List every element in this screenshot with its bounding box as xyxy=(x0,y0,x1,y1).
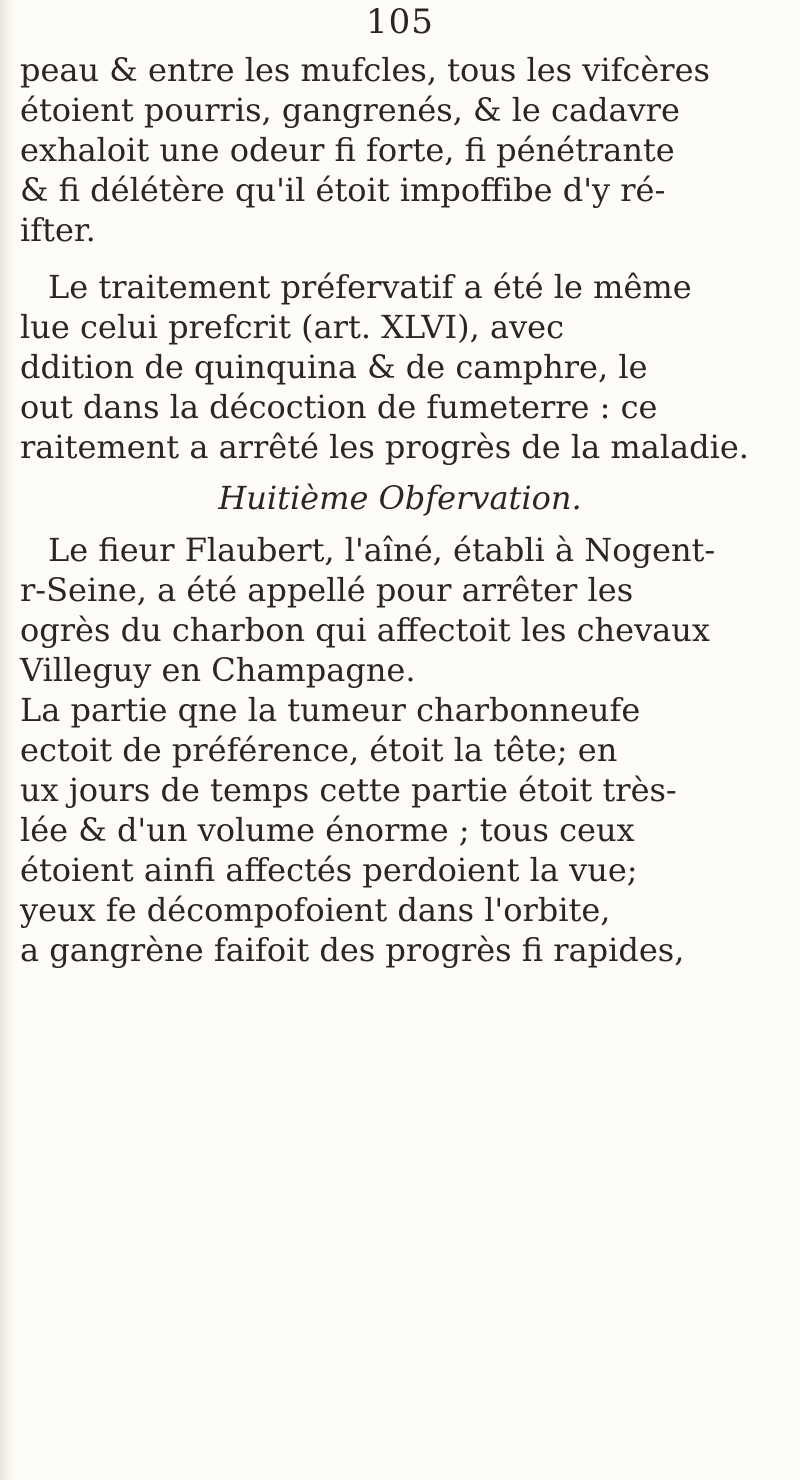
paragraph-3-line-2: r-Seine, a été appellé pour arrêter les xyxy=(20,571,634,609)
paragraph-3-line-6: ectoit de préférence, étoit la tête; en xyxy=(20,731,618,769)
paragraph-3-line-3: ogrès du charbon qui affectoit les chevaux xyxy=(20,611,710,649)
paragraph-3-line-4: Villeguy en Champagne. xyxy=(20,651,416,689)
paragraph-2 xyxy=(20,267,790,467)
paragraph-3-line-1: Le fieur Flaubert, l'aîné, établi à Nogent- xyxy=(48,531,716,569)
paragraph-3-line-5: La partie qne la tumeur charbonneufe xyxy=(20,691,641,729)
paragraph-1 xyxy=(20,50,790,250)
section-heading: Huitième Obfervation. xyxy=(218,479,582,517)
paragraph-1-line-4: & fi délétère qu'il étoit impoffibe d'y ré- xyxy=(20,171,666,209)
paragraph-3-line-8: lée & d'un volume énorme ; tous ceux xyxy=(20,811,635,849)
page-number: 105 xyxy=(366,2,434,42)
paragraph-1-line-3: exhaloit une odeur fi forte, fi pénétrante xyxy=(20,131,675,169)
paragraph-2-line-5: raitement a arrêté les progrès de la maladie. xyxy=(20,428,749,466)
paragraph-2-line-2: lue celui prefcrit (art. XLVI), avec xyxy=(20,308,564,346)
paragraph-3 xyxy=(20,530,790,970)
paragraph-1-line-2: étoient pourris, gangrenés, & le cadavre xyxy=(20,91,680,129)
paragraph-1-line-5: ifter. xyxy=(20,211,96,249)
paragraph-2-line-1: Le traitement préfervatif a été le même xyxy=(48,268,692,306)
paragraph-3-line-11: a gangrène faifoit des progrès fi rapides, xyxy=(20,931,685,969)
paragraph-3-line-7: ux jours de temps cette partie étoit très- xyxy=(20,771,677,809)
paragraph-3-line-10: yeux fe décompofoient dans l'orbite, xyxy=(20,891,611,929)
paragraph-1-line-1: peau & entre les mufcles, tous les vifcères xyxy=(20,51,710,89)
paragraph-2-line-4: out dans la décoction de fumeterre : ce xyxy=(20,388,658,426)
paragraph-2-line-3: ddition de quinquina & de camphre, le xyxy=(20,348,648,386)
paragraph-3-line-9: étoient ainfi affectés perdoient la vue; xyxy=(20,851,638,889)
